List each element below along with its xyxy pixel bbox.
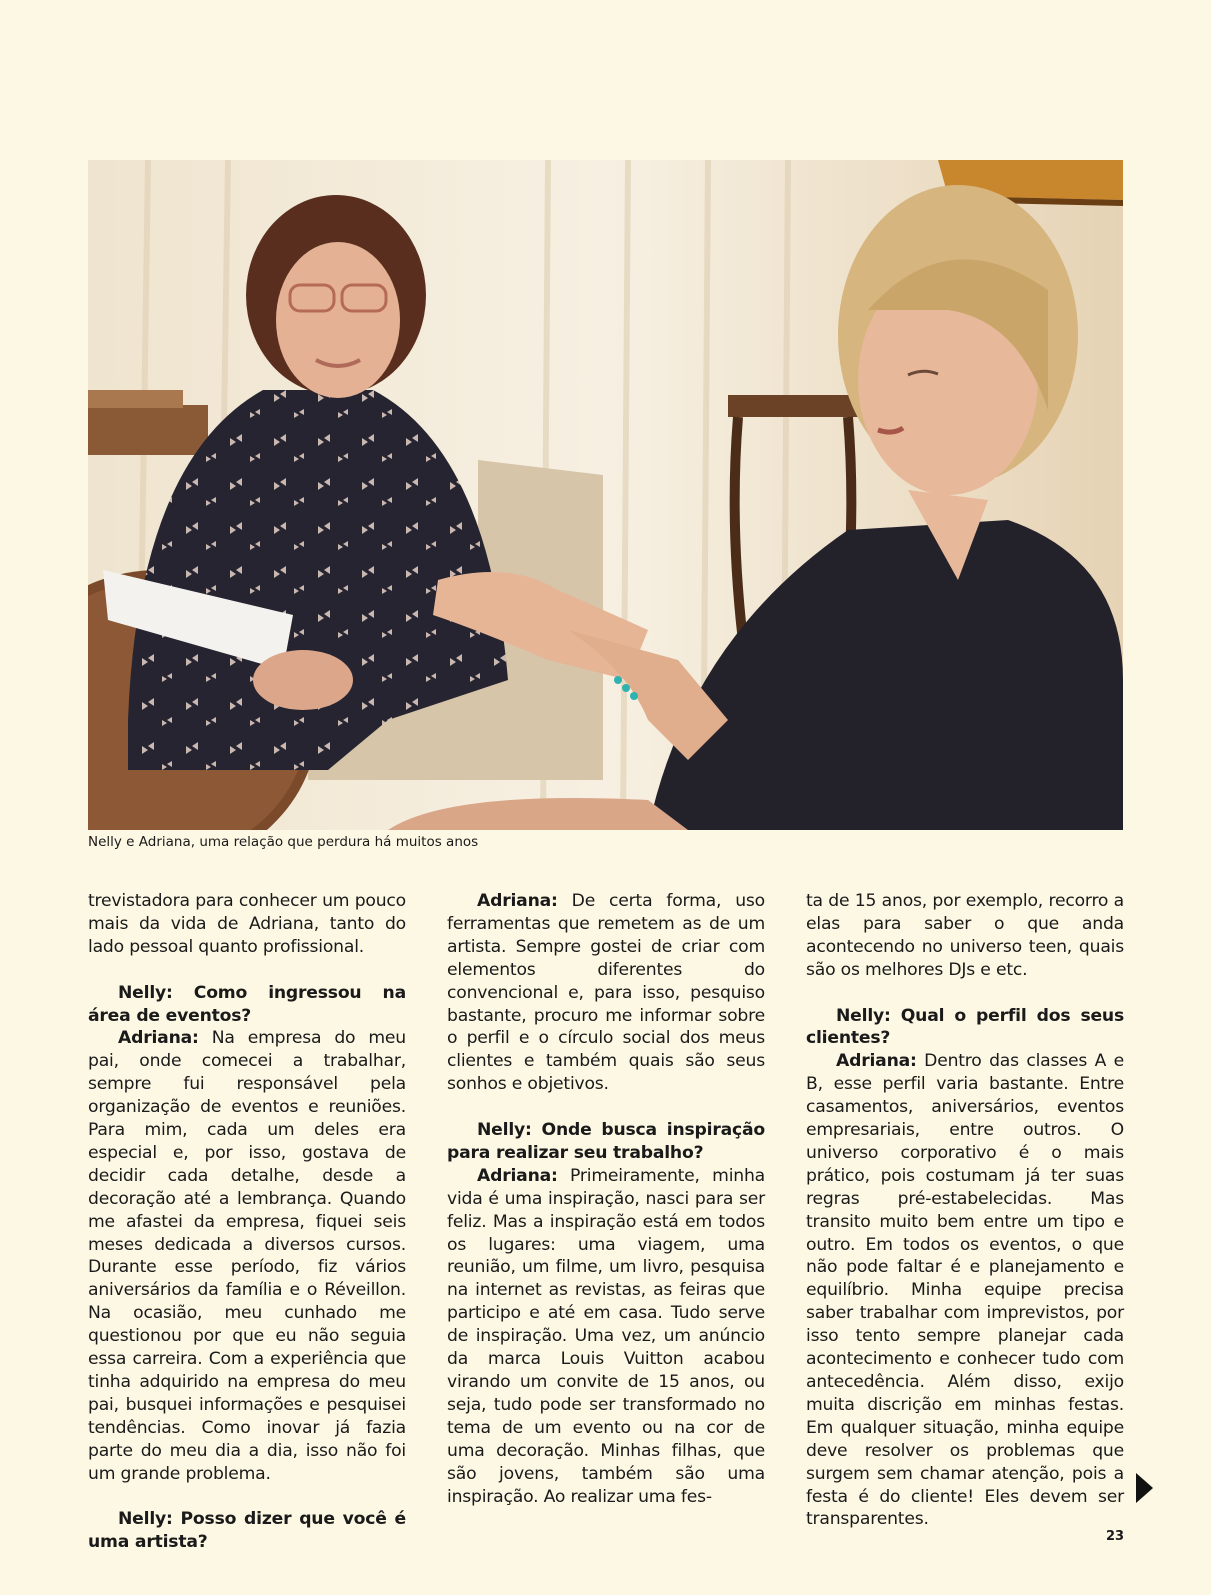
answer-text: Primeiramente, minha vida é uma inspiração, nasci para ser feliz. Mas a inspiração está em todos os lugares: uma viagem, uma reunião, um filme, um livro, pesquisa na internet as revistas, as feiras que participo e até em casa. Tudo serve de inspiração. Uma vez, um anúncio da marca Louis Vuitton acabou virando um convite de 15 anos, ou seja, tudo pode ser transformado no tema de um evento ou na cor de uma decoração. Minhas filhas, que são jovens, também são uma inspiração. Ao realizar uma fes-: [447, 1165, 765, 1507]
answer-paragraph: [447, 890, 765, 1096]
text-column-1: [88, 890, 406, 1554]
page-number: 23: [1106, 1529, 1125, 1544]
question-heading: Nelly: Como ingressou na área de eventos?: [88, 982, 406, 1026]
text-column-3: [806, 890, 1124, 1531]
question-heading: Nelly: Posso dizer que você é uma artista?: [88, 1509, 406, 1553]
triangle-right-icon[interactable]: [1136, 1473, 1153, 1503]
answer-text: De certa forma, uso ferramentas que remetem as de um artista. Sempre gostei de criar com elementos diferentes do convencional e, para isso, pesquiso bastante, procuro me informar sobre o perfil e o círculo social dos meus clientes e também quais são seus sonhos e objetivos.: [447, 891, 765, 1095]
photo-caption: Nelly e Adriana, uma relação que perdura há muitos anos: [88, 834, 479, 850]
photo-illustration: [88, 160, 1123, 830]
answer-text: Na empresa do meu pai, onde comecei a trabalhar, sempre fui responsável pela organização de eventos e reuniões. Para mim, cada um deles era especial e, por isso, gostava de decidir cada detalhe, desde a decoração até a lembrança. Quando me afastei da empresa, fiquei seis meses dedicada a diversos cursos. Durante esse período, fiz vários aniversários da família e o Réveillon. Na ocasião, meu cunhado me questionou por que eu não seguia essa carreira. Com a experiência que tinha adquirido na empresa do meu pai, busquei informações e pesquisei tendências. Como inovar já fazia parte do meu dia a dia, isso não foi um grande problema.: [88, 1028, 406, 1484]
paragraph: trevistadora para conhecer um pouco mais da vida de Adriana, tanto do lado pessoal quanto profissional.: [88, 891, 406, 957]
speaker-label: Adriana:: [836, 1051, 917, 1072]
question-heading: Nelly: Onde busca inspiração para realizar seu trabalho?: [447, 1120, 765, 1163]
answer-paragraph: [447, 1165, 765, 1509]
text-column-2: [447, 890, 765, 1508]
answer-paragraph: [88, 1027, 406, 1485]
paragraph: ta de 15 anos, por exemplo, recorro a elas para saber o que anda acontecendo no universo teen, quais são os melhores DJs e etc.: [806, 891, 1124, 980]
answer-paragraph: [806, 1050, 1124, 1531]
speaker-label: Adriana:: [477, 891, 558, 911]
question-heading: Nelly: Qual o perfil dos seus clientes?: [806, 1005, 1124, 1049]
speaker-label: Adriana:: [118, 1028, 199, 1049]
interview-photo: [88, 160, 1123, 830]
speaker-label: Adriana:: [477, 1165, 558, 1186]
answer-text: Dentro das classes A e B, esse perfil varia bastante. Entre casamentos, aniversários, eventos empresariais, entre outros. O universo corporativo é o mais prático, pois costumam já ter suas regras pré-estabelecidas. Mas transito muito bem entre um tipo e outro. Em todos os eventos, o que não pode faltar é e planejamento e equilíbrio. Minha equipe precisa saber trabalhar com imprevistos, por isso tento sempre planejar cada acontecimento e conhecer tudo com antecedência. Além disso, exijo muita discrição em minhas festas. Em qualquer situação, minha equipe deve resolver os problemas que surgem sem chamar atenção, pois a festa é do cliente! Eles devem ser transparentes.: [806, 1051, 1124, 1530]
